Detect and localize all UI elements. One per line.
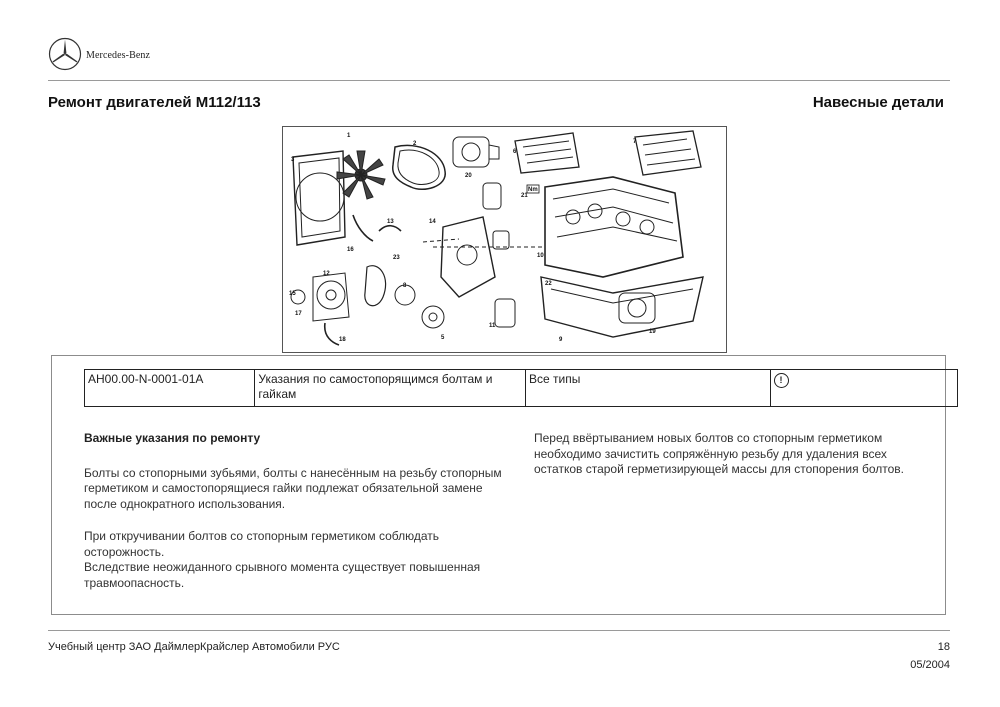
callout-label: 15 <box>289 291 296 297</box>
callout-label: 1 <box>347 133 351 139</box>
footer-divider <box>48 630 950 631</box>
callout-label: 23 <box>393 255 400 261</box>
torque-marker-label: Nm <box>528 187 538 193</box>
section-title: Навесные детали <box>812 94 944 111</box>
reference-table <box>84 369 958 407</box>
brand-name: Mercedes-Benz <box>86 50 151 61</box>
callout-label: 14 <box>429 219 436 225</box>
notes-right-column <box>534 431 929 478</box>
callout-label: 8 <box>403 283 407 289</box>
callout-label: 11 <box>489 323 496 329</box>
document-title: Ремонт двигателей М112/113 <box>48 94 261 111</box>
footer-company: Учебный центр ЗАО ДаймлерКрайслер Автомобили РУС <box>48 641 340 653</box>
callout-label: 6 <box>513 149 517 155</box>
callout-label: 2 <box>413 141 417 147</box>
mercedes-star-logo-icon <box>48 37 82 71</box>
engine-diagram <box>283 127 726 352</box>
callout-label: 12 <box>323 271 330 277</box>
notes-paragraph: При откручивании болтов со стопорным герметиком соблюдать осторожность. <box>84 529 440 559</box>
callout-label: 20 <box>465 173 472 179</box>
reference-code: AH00.00-N-0001-01A <box>85 370 255 407</box>
table-row <box>85 370 958 407</box>
notes-left-column <box>84 431 514 608</box>
notes-paragraph: Вследствие неожиданного срывного момента существует повышенная травмоопасность. <box>84 560 481 590</box>
callout-label: 17 <box>295 311 302 317</box>
engine-exploded-view <box>282 126 727 353</box>
header-divider <box>48 80 950 81</box>
page-number: 18 <box>937 641 950 653</box>
notes-heading: Важные указания по ремонту <box>84 431 261 445</box>
footer-date: 05/2004 <box>910 659 950 671</box>
callout-label: 16 <box>347 247 354 253</box>
warning-symbol-icon: ! <box>774 373 789 388</box>
reference-applicability: Все типы <box>525 370 770 407</box>
callout-label: 22 <box>545 281 552 287</box>
reference-description: Указания по самостопорящимся болтам и гайкам <box>255 370 526 407</box>
callout-label: 10 <box>537 253 544 259</box>
callout-label: 9 <box>559 337 563 343</box>
notes-paragraph: Перед ввёртыванием новых болтов со стопорным герметиком необходимо зачистить сопряжённую резьбу для удаления всех остатков старой герметизирующей массы для стопорения болтов. <box>534 431 904 476</box>
reference-symbol-cell <box>770 370 957 407</box>
notes-paragraph: Болты со стопорными зубьями, болты с нанесённым на резьбу стопорным герметиком и самостопорящиеся гайки подлежат обязательной замене после однократного использования. <box>84 465 502 511</box>
callout-label: 3 <box>291 157 295 163</box>
callout-label: 5 <box>441 335 445 341</box>
callout-label: 21 <box>521 193 528 199</box>
callout-label: 18 <box>339 337 346 343</box>
callout-label: 7 <box>633 139 637 145</box>
callout-label: 13 <box>387 219 394 225</box>
callout-label: 19 <box>649 329 656 335</box>
